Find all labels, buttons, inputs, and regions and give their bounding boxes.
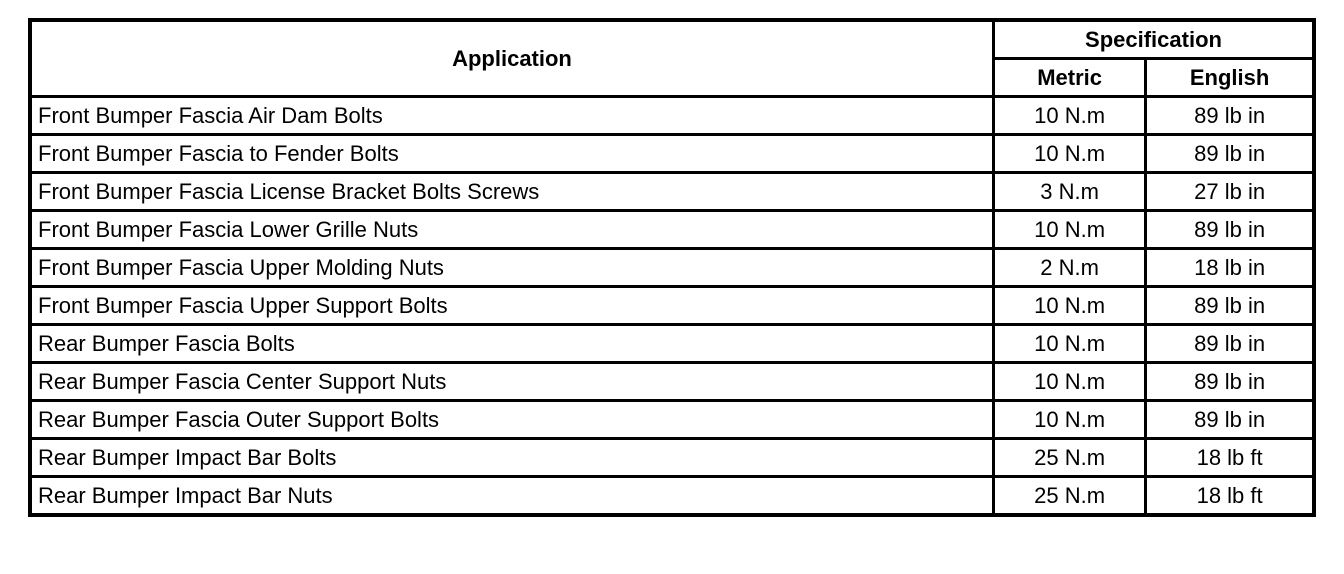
table-row — [30, 249, 1314, 287]
cell-english: 18 lb ft — [1146, 477, 1314, 516]
table-header — [30, 20, 1314, 97]
cell-application: Front Bumper Fascia Upper Support Bolts — [30, 287, 993, 325]
header-metric: Metric — [993, 59, 1145, 97]
cell-english: 89 lb in — [1146, 287, 1314, 325]
table-row — [30, 477, 1314, 516]
cell-application: Front Bumper Fascia to Fender Bolts — [30, 135, 993, 173]
cell-application: Rear Bumper Impact Bar Nuts — [30, 477, 993, 516]
cell-metric: 10 N.m — [993, 287, 1145, 325]
cell-metric: 10 N.m — [993, 363, 1145, 401]
cell-metric: 10 N.m — [993, 97, 1145, 135]
cell-application: Rear Bumper Fascia Bolts — [30, 325, 993, 363]
table-row — [30, 439, 1314, 477]
cell-english: 89 lb in — [1146, 363, 1314, 401]
cell-application: Front Bumper Fascia Lower Grille Nuts — [30, 211, 993, 249]
header-english: English — [1146, 59, 1314, 97]
cell-application: Front Bumper Fascia License Bracket Bolts Screws — [30, 173, 993, 211]
cell-english: 89 lb in — [1146, 401, 1314, 439]
cell-english: 89 lb in — [1146, 211, 1314, 249]
cell-metric: 25 N.m — [993, 439, 1145, 477]
cell-metric: 10 N.m — [993, 211, 1145, 249]
cell-metric: 10 N.m — [993, 401, 1145, 439]
torque-spec-table — [28, 18, 1316, 517]
table-row — [30, 287, 1314, 325]
cell-english: 89 lb in — [1146, 325, 1314, 363]
cell-english: 89 lb in — [1146, 97, 1314, 135]
cell-application: Rear Bumper Impact Bar Bolts — [30, 439, 993, 477]
cell-metric: 10 N.m — [993, 135, 1145, 173]
table-row — [30, 211, 1314, 249]
table-row — [30, 135, 1314, 173]
cell-application: Front Bumper Fascia Upper Molding Nuts — [30, 249, 993, 287]
header-application: Application — [30, 20, 993, 97]
table-row — [30, 401, 1314, 439]
cell-english: 18 lb in — [1146, 249, 1314, 287]
cell-metric: 2 N.m — [993, 249, 1145, 287]
cell-application: Front Bumper Fascia Air Dam Bolts — [30, 97, 993, 135]
cell-metric: 25 N.m — [993, 477, 1145, 516]
table-row — [30, 97, 1314, 135]
cell-application: Rear Bumper Fascia Center Support Nuts — [30, 363, 993, 401]
cell-metric: 10 N.m — [993, 325, 1145, 363]
cell-english: 18 lb ft — [1146, 439, 1314, 477]
cell-application: Rear Bumper Fascia Outer Support Bolts — [30, 401, 993, 439]
header-specification: Specification — [993, 20, 1314, 59]
header-row-top — [30, 20, 1314, 59]
cell-english: 89 lb in — [1146, 135, 1314, 173]
cell-metric: 3 N.m — [993, 173, 1145, 211]
table-row — [30, 325, 1314, 363]
table-row — [30, 173, 1314, 211]
table-row — [30, 363, 1314, 401]
cell-english: 27 lb in — [1146, 173, 1314, 211]
table-body — [30, 97, 1314, 516]
